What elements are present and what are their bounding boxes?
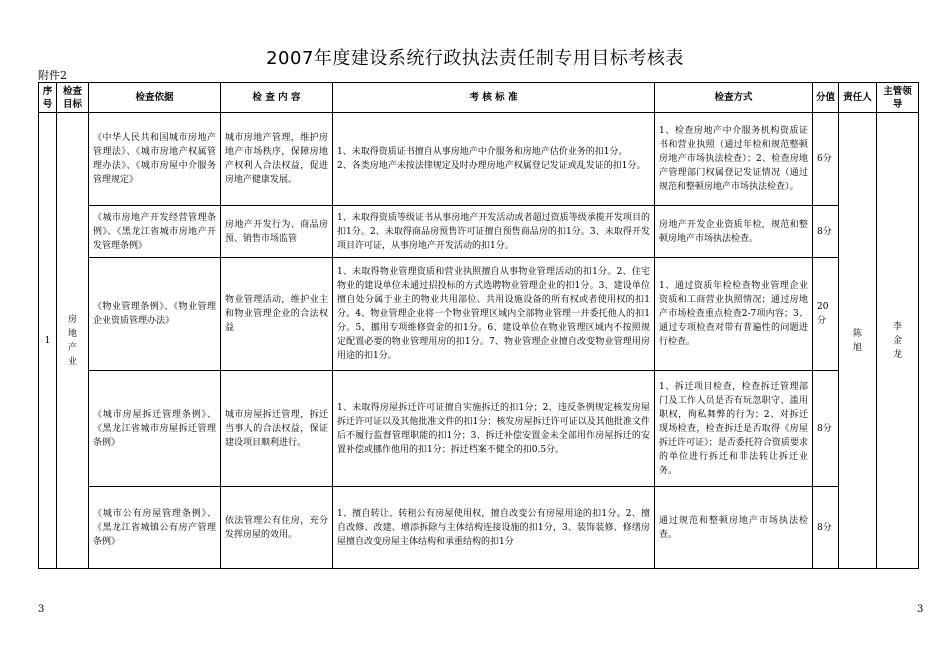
basis-cell: 《中华人民共和国城市房地产管理法》、《城市房地产权属管理办法》、《城市房屋中介服务管理规定》: [89, 113, 221, 206]
header-target: 检查目标: [57, 83, 89, 113]
standard-cell: 1、未取得资质证书擅自从事房地产中介服务和房地产估价业务的扣1分。 2、各类房地产未按法律规定及时办理房地产权属登记发证或乱发证的扣1分。: [333, 113, 655, 206]
table-row: [39, 206, 919, 258]
responsible-cell: [839, 113, 877, 569]
responsible-char: 陈: [852, 328, 862, 339]
method-cell: 1、拆迁项目检查，检查拆迁管理部门及工作人员是否有玩忽职守、滥用职权，徇私舞弊的行为；2、对拆迁现场检查，检查拆迁是否取得《房屋拆迁许可证》；是否委托符合资质要求的单位进行拆迁和非法转让拆迁业务。: [655, 371, 813, 487]
table-row: [39, 371, 919, 487]
content-cell: 城市房屋拆迁管理，拆迁当事人的合法权益，保证建设项目顺利进行。: [221, 371, 333, 487]
basis-cell: 《城市房屋拆迁管理条例》、《黑龙江省城市房屋拆迁管理条例》: [89, 371, 221, 487]
score-cell: 8分: [813, 487, 839, 569]
target-char: 产: [67, 342, 77, 353]
method-cell: 1、检查房地产中介服务机构资质证书和营业执照（通过年检和规范整顿房地产市场执法检查）；2、检查房地产管理部门权属登记发证情况（通过规范和整顿房地产市场执法检查）。: [655, 113, 813, 206]
target-cell: [57, 113, 89, 569]
leader-cell: [877, 113, 919, 569]
seq-cell: 1: [39, 113, 57, 569]
method-cell: 房地产开发企业资质年检，规范和整顿房地产市场执法检查。: [655, 206, 813, 258]
content-cell: 依法管理公有住房，充分发挥房屋的效用。: [221, 487, 333, 569]
header-row: [39, 83, 919, 113]
table-row: [39, 113, 919, 206]
header-score: 分值: [813, 83, 839, 113]
standard-cell: 1、未取得物业管理资质和营业执照擅自从事物业管理活动的扣1分。2、住宅物业的建设单位未通过招投标的方式选聘物业管理企业的扣1分。3、建设单位擅自处分属于业主的物业共用部位、共用设施设备的所有权或者使用权的扣1分。4、物业管理企业将一个物业管理区域内全部物业管理一并委托他人的扣1分。5、挪用专项维修资金的扣1分。6、建设单位在物业管理区域内不按照规定配置必要的物业管理用房的扣1分。7、物业管理企业擅自改变物业管理用房用途的扣1分。: [333, 258, 655, 371]
leader-char: 龙: [892, 349, 902, 360]
header-method: 检查方式: [655, 83, 813, 113]
basis-cell: 《城市公有房屋管理条例》、《黑龙江省城镇公有房产管理条例》: [89, 487, 221, 569]
score-cell: 6分: [813, 113, 839, 206]
table-row: [39, 487, 919, 569]
header-content: 检 查 内 容: [221, 83, 333, 113]
content-cell: 房地产开发行为、商品房预、销售市场监管: [221, 206, 333, 258]
target-char: 房: [67, 314, 77, 325]
score-cell: 20分: [813, 258, 839, 371]
leader-char: 李: [892, 321, 902, 332]
content-cell: 城市房地产管理，维护房地产市场秩序，保障房地产权利人合法权益，促进房地产健康发展。: [221, 113, 333, 206]
page-number-left: 3: [38, 604, 45, 615]
page-number-right: 3: [917, 604, 924, 615]
header-leader: 主管领导: [877, 83, 919, 113]
score-cell: 8分: [813, 371, 839, 487]
header-basis: 检查依据: [89, 83, 221, 113]
standard-cell: 1、未取得资质等级证书从事房地产开发活动或者超过资质等级承揽开发项目的扣1分。2、未取得商品房预售许可证擅自预售商品房的扣1分。3、未取得开发项目许可证，从事房地产开发活动的扣1分。: [333, 206, 655, 258]
attachment-label: 附件2: [38, 69, 67, 82]
leader-char: 金: [892, 335, 902, 346]
method-cell: 通过规范和整顿房地产市场执法检查。: [655, 487, 813, 569]
target-char: 业: [67, 356, 77, 367]
content-cell: 物业管理活动，维护业主和物业管理企业的合法权益: [221, 258, 333, 371]
header-responsible: 责任人: [839, 83, 877, 113]
basis-cell: 《城市房地产开发经营管理条例》、《黑龙江省城市房地产开发管理条例》: [89, 206, 221, 258]
basis-cell: 《物业管理条例》、《物业管理企业资质管理办法》: [89, 258, 221, 371]
target-char: 地: [67, 328, 77, 339]
table-row: [39, 258, 919, 371]
standard-cell: 1、擅自转让、转租公有房屋使用权，擅自改变公有房屋用途的扣1分。2、擅自改修、改建、增添拆除与主体结构连接设施的扣1分，3、装饰装修、修缮房屋擅自改变房屋主体结构和承重结构的扣1分: [333, 487, 655, 569]
score-cell: 8分: [813, 206, 839, 258]
responsible-char: 旭: [852, 342, 862, 353]
standard-cell: 1、未取得房屋拆迁许可证擅自实施拆迁的扣1分；2、违反条例规定核发房屋拆迁许可证以及其他批准文件的扣1分；核发房屋拆迁许可证以及其他批准文件后不履行监督管理职能的扣1分；3、拆迁补偿安置金未全部用作房屋拆迁的安置补偿或挪作他用的扣1分；拆迁档案不健全的扣0.5分。: [333, 371, 655, 487]
assessment-table: [38, 82, 919, 569]
header-standard: 考 核 标 准: [333, 83, 655, 113]
header-seq: 序号: [39, 83, 57, 113]
page-title: 2007年度建设系统行政执法责任制专用目标考核表: [266, 48, 684, 69]
method-cell: 1、通过资质年检检查物业管理企业资质和工商营业执照情况；通过房地产市场检查重点检查2-7项内容；3、通过专项检查对带有普遍性的问题进行检查。: [655, 258, 813, 371]
